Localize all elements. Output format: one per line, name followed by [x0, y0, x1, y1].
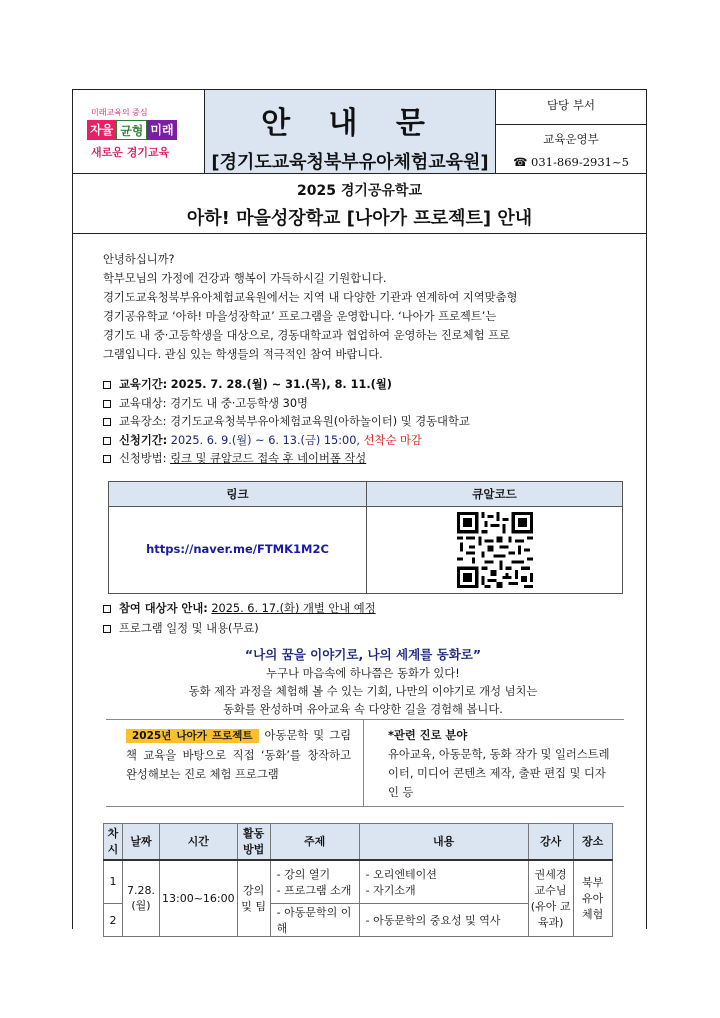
- apply-value: 2025. 6. 9.(월) ~ 6. 13.(금) 15:00,: [170, 433, 361, 447]
- logo-bottom: 새로운 경기교육: [91, 146, 170, 159]
- period-value: 2025. 7. 28.(월) ~ 31.(목), 8. 11.(월): [170, 378, 392, 391]
- checkbox-square-icon: [103, 625, 111, 633]
- session-place: 북부 유아 체험: [573, 860, 612, 937]
- summary-line: 동화를 완성하며 유아교육 속 다양한 길을 경험해 봅니다.: [223, 703, 503, 716]
- logo-word-1: 자율: [87, 120, 116, 140]
- program-summary: [113, 665, 613, 719]
- logo-tagline: 미래교육의 중심: [91, 108, 148, 117]
- organization-name: [경기도교육청북부유아체험교육원]: [211, 152, 489, 173]
- program-slogan: “나의 꿈을 이야기로, 나의 세계를 동화로”: [244, 647, 482, 662]
- session-content: - 아동문학의 중요성 및 역사: [359, 904, 528, 937]
- link-header: 링크: [109, 482, 366, 507]
- session-instructor: 권세경 교수님 (유아 교육과): [528, 860, 573, 937]
- place-label: 교육장소:: [119, 415, 167, 428]
- session-no: 2: [104, 904, 123, 937]
- gyeonggi-education-logo: [73, 90, 204, 173]
- intro-paragraph: [103, 250, 613, 364]
- notice-target-value: 2025. 6. 17.(화) 개별 안내 예정: [211, 602, 376, 615]
- document-frame: [72, 89, 647, 935]
- info-target: [103, 395, 623, 414]
- schedule-header-row: [104, 824, 613, 860]
- target-value: 경기도 내 중·고등학생 30명: [170, 396, 308, 410]
- notice-target-label: 참여 대상자 안내:: [119, 602, 208, 615]
- notice-list: [103, 599, 376, 639]
- place-value: 경기도교육청북부유아체험교육원(아하놀이터) 및 경동대학교: [170, 415, 470, 428]
- content-line: - 오리엔테이션: [365, 867, 437, 881]
- summary-line: 누구나 마음속에 하나쯤은 동화가 있다!: [266, 667, 460, 680]
- logo-words: [87, 120, 177, 140]
- logo-word-3: 미래: [147, 120, 176, 140]
- topic-line: - 프로그램 소개: [276, 883, 352, 897]
- session-no: 1: [104, 860, 123, 904]
- method-value: 링크 및 큐알코드 접속 후 네이버폼 작성: [170, 452, 367, 465]
- apply-label: 신청기간:: [119, 433, 168, 447]
- project-desc-first: 아동문학 및: [264, 729, 325, 742]
- title-box: [204, 90, 496, 173]
- notice-target: [103, 599, 376, 619]
- target-label: 교육대상:: [119, 396, 167, 410]
- registration-link[interactable]: https://naver.me/FTMK1M2C: [146, 542, 329, 556]
- intro-line: 경기공유학교 ‘아하! 마을성장학교’ 프로그램을 운영합니다. ‘나아가 프로젝트’는: [103, 310, 497, 323]
- intro-line: 안녕하십니까?: [103, 253, 175, 266]
- notice-program: [103, 619, 376, 639]
- info-place: [103, 413, 623, 432]
- department-name: 교육운영부: [543, 132, 599, 146]
- col-content: 내용: [359, 824, 528, 860]
- col-place: 장소: [573, 824, 612, 860]
- session-date: 7.28.(월): [123, 860, 160, 937]
- subtitle-box: [73, 173, 646, 234]
- qr-code-icon[interactable]: [457, 512, 533, 588]
- notice-program-text: 프로그램 일정 및 내용(무료): [119, 622, 259, 635]
- logo-word-2: 균형: [116, 120, 147, 140]
- table-row: [104, 860, 613, 904]
- content-line: - 자기소개: [365, 883, 416, 897]
- qr-header: 큐알코드: [367, 482, 622, 507]
- document-header: [73, 90, 646, 174]
- intro-line: 학부모님의 가정에 건강과 행복이 가득하시길 기원합니다.: [103, 272, 387, 285]
- career-fields: [388, 726, 610, 802]
- method-label: 신청방법:: [119, 452, 167, 465]
- table-divider: [366, 482, 367, 593]
- checkbox-square-icon: [103, 400, 111, 408]
- col-topic: 주제: [270, 824, 359, 860]
- checkbox-square-icon: [103, 381, 111, 389]
- session-method: 강의 및 팀: [237, 860, 270, 937]
- project-description: [126, 726, 351, 784]
- session-content: [359, 860, 528, 904]
- info-period: [103, 376, 623, 395]
- department-box: [496, 90, 646, 173]
- schedule-table: [103, 823, 613, 937]
- career-fields-title: *관련 진로 분야: [388, 729, 468, 742]
- apply-note: 선착순 마감: [363, 433, 422, 447]
- project-divider: [363, 720, 364, 806]
- intro-line: 그램입니다. 관심 있는 학생들의 적극적인 참여 바랍니다.: [103, 348, 383, 361]
- session-topic: - 아동문학의 이해: [270, 904, 359, 937]
- info-apply: [103, 432, 623, 451]
- subtitle-line-2: 아하! 마을성장학교 [나아가 프로젝트] 안내: [186, 208, 533, 229]
- intro-line: 경기도교육청북부유아체험교육원에서는 지역 내 다양한 기관과 연계하여 지역맞춤형: [103, 291, 518, 304]
- checkbox-square-icon: [103, 455, 111, 463]
- topic-line: - 강의 열기: [276, 867, 331, 881]
- department-label: 담당 부서: [496, 90, 646, 125]
- checkbox-square-icon: [103, 437, 111, 445]
- project-desc-rest: 그림책 교육을 바탕으로 직접 ‘동화’를 창작하고 완성해보는 진로 체험 프로그램: [126, 729, 351, 781]
- project-badge: 2025년 나아가 프로젝트: [126, 729, 259, 743]
- period-label: 교육기간:: [119, 378, 168, 391]
- checkbox-square-icon: [103, 418, 111, 426]
- col-session: 차시: [104, 824, 123, 860]
- info-method: [103, 450, 623, 469]
- checkbox-square-icon: [103, 605, 111, 613]
- project-box: [106, 719, 624, 807]
- col-time: 시간: [160, 824, 238, 860]
- intro-line: 경기도 내 중·고등학생을 대상으로, 경동대학교과 협업하여 운영하는 진로체험 프로: [103, 329, 510, 342]
- link-table: [108, 481, 623, 594]
- col-instructor: 강사: [528, 824, 573, 860]
- session-topic: [270, 860, 359, 904]
- document-title: 안 내 문: [261, 106, 439, 141]
- col-method: 활동 방법: [237, 824, 270, 860]
- summary-line: 동화 제작 과정을 체험해 볼 수 있는 기회, 나만의 이야기로 개성 넘치는: [188, 685, 538, 698]
- col-date: 날짜: [123, 824, 160, 860]
- info-list: [103, 376, 623, 469]
- department-phone: ☎ 031-869-2931~5: [513, 155, 629, 169]
- career-fields-desc: 유아교육, 아동문학, 동화 작가 및 일러스트레이터, 미디어 콘텐츠 제작, 출판 편집 및 디자인 등: [388, 748, 610, 799]
- subtitle-line-1: 2025 경기공유학교: [297, 183, 422, 199]
- session-time: 13:00~16:00: [160, 860, 238, 937]
